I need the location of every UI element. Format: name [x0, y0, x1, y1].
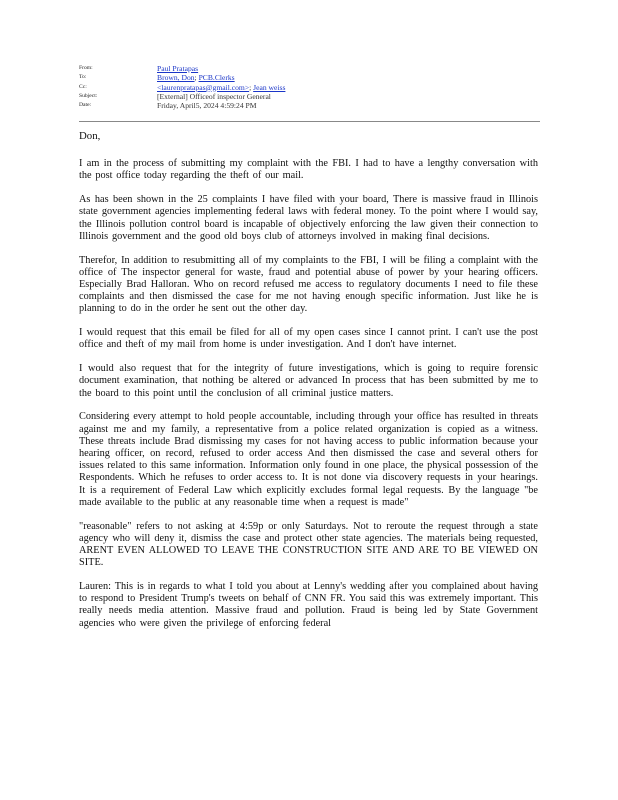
paragraph-3: Therefor, In addition to resubmitting all of my complaints to the FBI, I will be filing a complaint with the office of The inspector general for waste, fraud and potential abuse of power by your hearing officers. Especially Brad Halloran. Who on record refused me access to regulatory documents I need to file these complaints and then dismissed the case for me not having enough specific information. Just like he is planning to do in the order he sent out the other day.: [79, 254, 538, 315]
header-cc-row: [79, 83, 539, 92]
to-link-pcb-clerks[interactable]: PCB.Clerks: [198, 73, 235, 83]
date-value: Friday, April5, 2024 4:59:24 PM: [157, 101, 257, 111]
cc-link-jean-weiss[interactable]: Jean weiss: [253, 82, 286, 92]
email-body: [79, 130, 538, 641]
to-link-brown[interactable]: Brown, Don: [157, 73, 195, 83]
header-date-row: [79, 101, 539, 110]
header-from-row: [79, 64, 539, 73]
date-label: Date:: [79, 102, 92, 109]
paragraph-5: I would also request that for the integrity of future investigations, which is going to require forensic document examination, that nothing be altered or advanced In process that has been submitted by me to the board to this point until the conclusion of all criminal justice matters.: [79, 363, 538, 399]
paragraph-1: I am in the process of submitting my complaint with the FBI. I had to have a lengthy conversation with the post office today regarding the theft of our mail.: [79, 158, 538, 182]
cc-separator: ;: [249, 82, 252, 92]
email-header: [79, 64, 539, 110]
subject-label: Subject:: [79, 92, 98, 99]
from-link[interactable]: Paul Pratapas: [157, 64, 199, 73]
greeting: Don,: [79, 130, 101, 142]
from-label: From:: [79, 65, 93, 71]
paragraph-6: Considering every attempt to hold people accountable, including through your office has resulted in threats against me and my family, a representative from a police related organization is copied as a witness. These threats include Brad dismissing my cases for not having access to public information because your hearing officer, on record, refused to order access And then dismissed the case and several others for issues related to this same information. Information only found in one place, the physical possession of the Respondents. Which he refuses to order access to. It is not done via discovery requests in your hearings. It is a requirement of Federal Law which explicitly excludes formal legal requests. By the language "be made available to the public at any reasonable time when a request is made": [79, 411, 539, 508]
cc-label: Cc:: [79, 83, 87, 90]
paragraph-8: Lauren: This is in regards to what I told you about at Lenny's wedding after you complained about having to respond to President Trump's tweets on behalf of CNN FR. You said this was extremely important. This really needs media attention. Massive fraud and pollution. Fraud is being led by State Government agencies who were given the privilege of enforcing federal: [79, 581, 538, 629]
cc-link-lauren[interactable]: <laurenpratapas@gmail.com>: [157, 82, 250, 92]
subject-value: [External] Officeof inspector General: [157, 91, 271, 101]
paragraph-4: I would request that this email be filed for all of my open cases since I cannot print. I can't use the post office and theft of my mail from home is under investigation. And I don't have internet.: [79, 327, 538, 351]
header-to-row: To: Brown, Don; PCB.Clerks: [79, 73, 235, 83]
paragraph-2: As has been shown in the 25 complaints I have filed with your board, There is massive fraud in Illinois state government agencies implementing federal laws with federal money. To the point where I would say, the Illinois pollution control board is incapable of objectively enforcing the law given their connection to Illinois government and the good old boys club of attorneys involved in making final decisions.: [79, 194, 538, 242]
header-subject-row: [79, 92, 539, 101]
header-divider: [79, 121, 540, 122]
to-label: To:: [79, 74, 87, 81]
paragraph-7: "reasonable" refers to not asking at 4:59p or only Saturdays. Not to reroute the request through a state agency who will deny it, dismiss the case and protect other state agencies. The materials being requested, ARENT EVEN ALLOWED TO LEAVE THE CONSTRUCTION SITE AND ARE TO BE VIEWED ON SITE.: [79, 520, 538, 569]
